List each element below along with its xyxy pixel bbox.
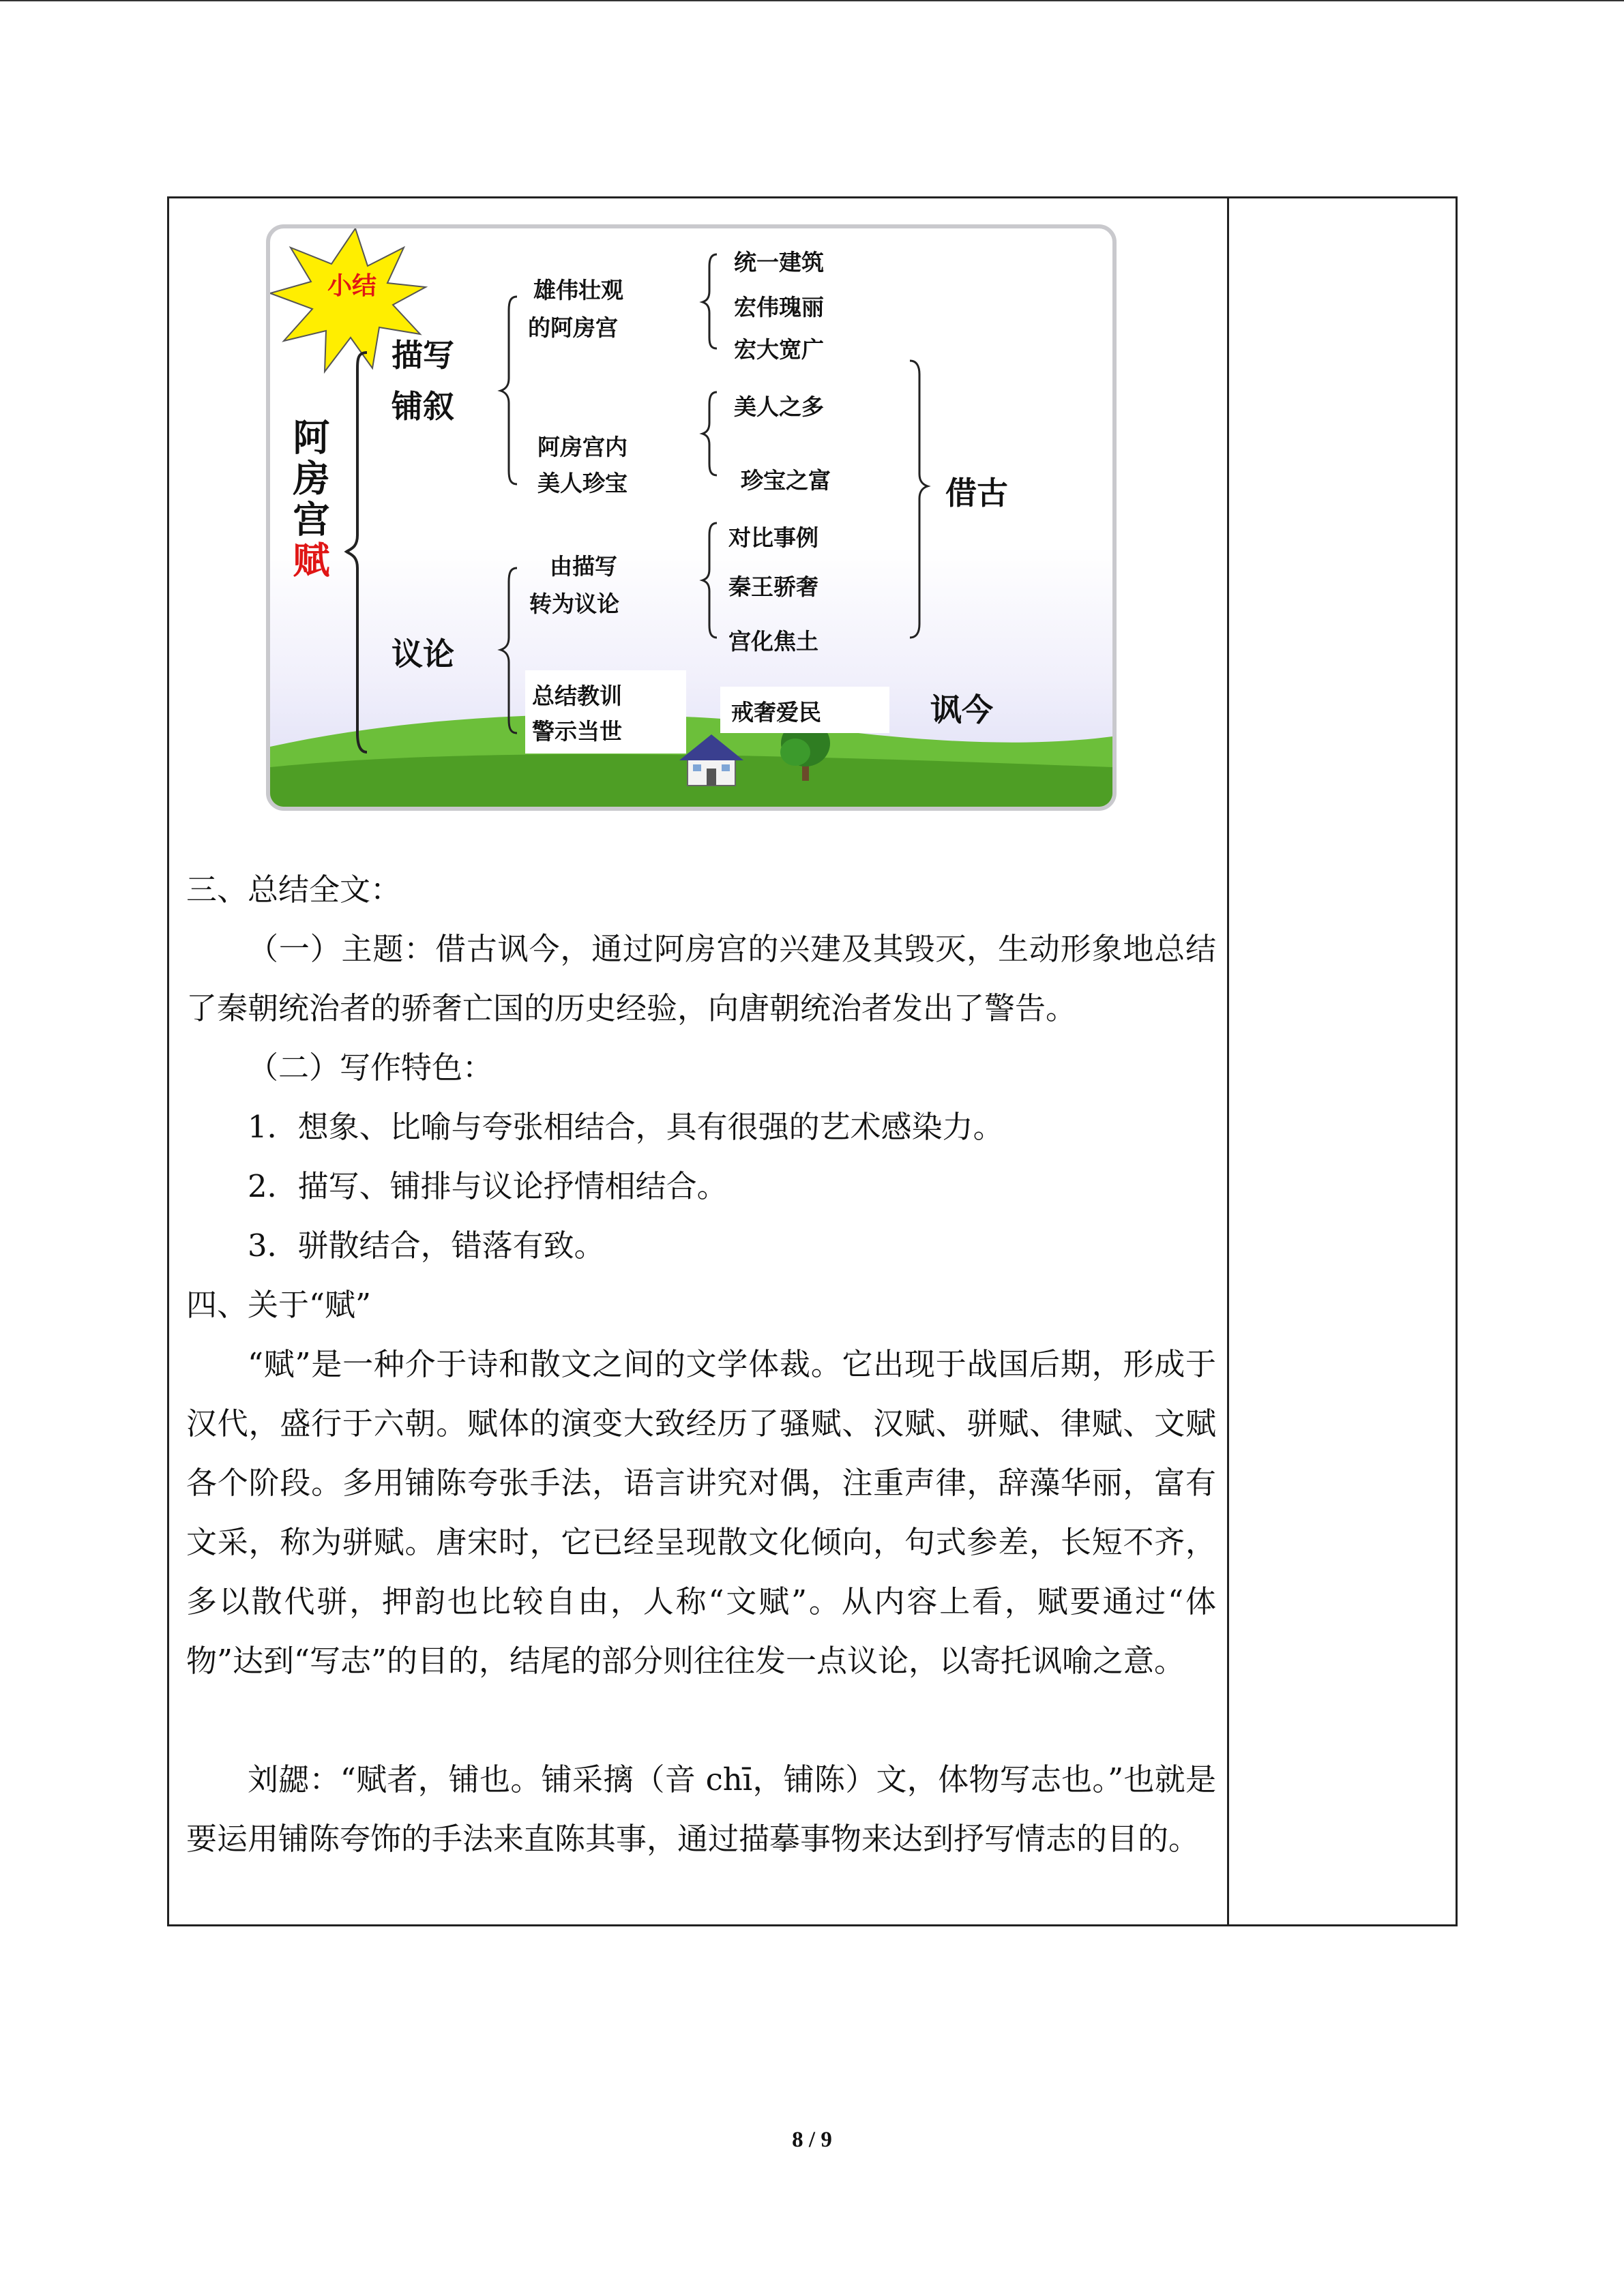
feature-2: 2．描写、铺排与议论抒情相结合。	[248, 1168, 728, 1204]
leaf-beauty-1: 美人之多	[734, 393, 824, 420]
top-border-rule	[0, 0, 1624, 1]
page-number: 8 / 9	[792, 2128, 832, 2152]
sub-palace-line2: 的阿房宫	[528, 314, 618, 341]
leaf-contrast-2: 秦王骄奢	[728, 573, 818, 600]
right-label-now: 讽今	[930, 691, 993, 728]
palace-leaf-bracket	[703, 254, 717, 348]
describe-bracket	[501, 297, 517, 484]
sub-beauty-line1: 阿房宫内	[537, 434, 628, 460]
summary-badge-label: 小结	[327, 272, 377, 300]
leaf-beauty-2: 珍宝之富	[741, 467, 831, 494]
feature-1: 1．想象、比喻与夸张相结合，具有很强的艺术感染力。	[248, 1109, 1004, 1145]
sub-beauty-line2: 美人珍宝	[537, 470, 628, 496]
sub-transition-line1: 由描写	[550, 553, 617, 580]
branch-describe-line1: 描写	[392, 337, 454, 374]
features-heading: （二）写作特色：	[248, 1049, 494, 1086]
section3-heading: 三、总结全文：	[186, 871, 402, 908]
discuss-bracket	[501, 568, 517, 733]
lesson-table	[167, 196, 1458, 1926]
main-bracket	[346, 353, 367, 752]
leaf-palace-2: 宏伟瑰丽	[734, 294, 824, 320]
right-bracket	[910, 361, 928, 638]
sub-palace-line1: 雄伟壮观	[533, 277, 623, 303]
sub-summary-line2: 警示当世	[532, 718, 622, 745]
liu-xie-paragraph: 刘勰：“赋者，铺也。铺采摛（音 chī，铺陈）文，体物写志也。”也就是要运用铺陈夸饰的手法来直陈其事，通过描摹事物来达到抒写情志的目的。	[186, 1761, 1216, 1857]
leaf-contrast-1: 对比事例	[728, 524, 818, 551]
table-column-divider	[1227, 198, 1229, 1924]
leaf-palace-1: 统一建筑	[734, 249, 824, 275]
contrast-leaf-bracket	[703, 523, 717, 638]
sub-transition-line2: 转为议论	[529, 591, 619, 617]
diagram-title: 阿房宫赋	[287, 418, 330, 582]
beauty-leaf-bracket	[703, 392, 717, 475]
leaf-warning: 戒奢爱民	[731, 699, 821, 726]
theme-paragraph: （一）主题：借古讽今，通过阿房宫的兴建及其毁灭，生动形象地总结了秦朝统治者的骄奢亡国的历史经验，向唐朝统治者发出了警告。	[186, 931, 1216, 1026]
sub-summary-line1: 总结教训	[532, 683, 622, 709]
section4-heading: 四、关于“赋”	[186, 1287, 372, 1323]
branch-describe-line2: 铺叙	[392, 388, 454, 425]
feature-3: 3．骈散结合，错落有致。	[248, 1227, 605, 1264]
branch-discuss: 议论	[392, 636, 454, 672]
leaf-contrast-3: 宫化焦土	[728, 628, 818, 655]
summary-diagram	[266, 224, 1117, 811]
right-label-past: 借古	[945, 475, 1008, 511]
fu-intro-paragraph: “赋”是一种介于诗和散文之间的文学体裁。它出现于战国后期，形成于汉代，盛行于六朝。赋体的演变大致经历了骚赋、汉赋、骈赋、律赋、文赋各个阶段。多用铺陈夸张手法，语言讲究对偶，注重声律，辞藻华丽，富有文采，称为骈赋。唐宋时，它已经呈现散文化倾向，句式参差，长短不齐，多以散代骈，押韵也比较自由，人称“文赋”。从内容上看，赋要通过“体物”达到“写志”的目的，结尾的部分则往往发一点议论，以寄托讽喻之意。	[186, 1346, 1216, 1679]
leaf-palace-3: 宏大宽广	[734, 336, 824, 363]
